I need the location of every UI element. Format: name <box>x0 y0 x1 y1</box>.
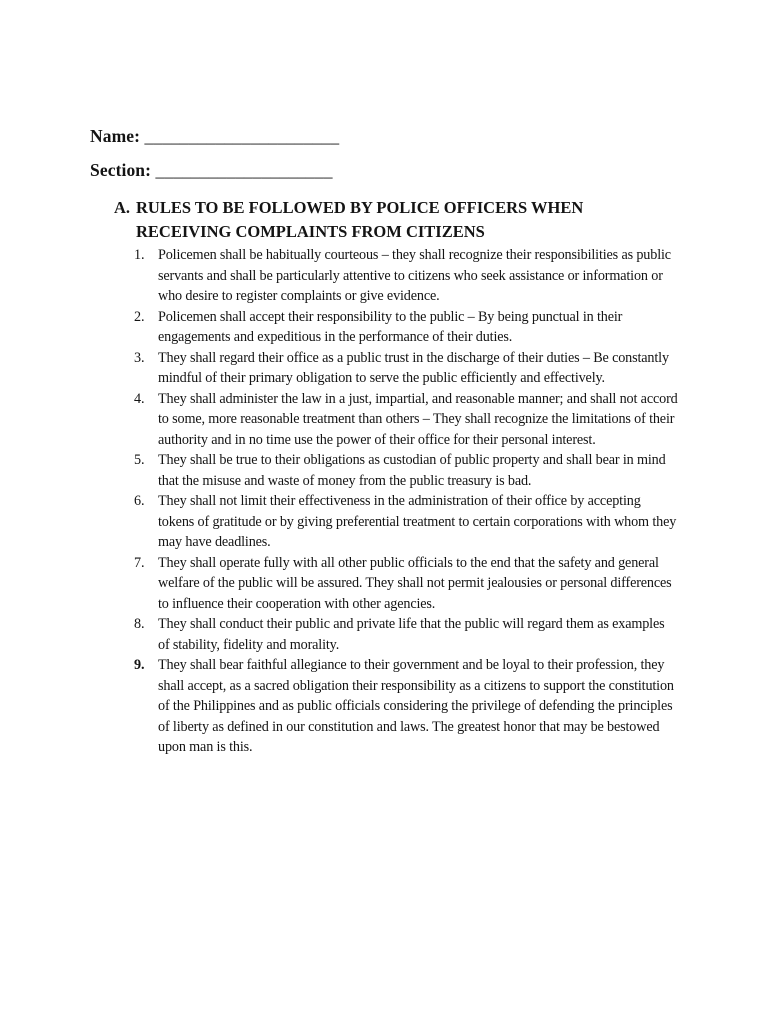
rule-number: 7. <box>134 554 145 571</box>
list-item <box>130 553 690 615</box>
rule-number: 3. <box>134 349 145 366</box>
name-blank-line: ______________________ <box>140 126 340 146</box>
section-blank-line: ____________________ <box>151 160 333 180</box>
list-item <box>130 491 690 553</box>
rule-text: They shall not limit their effectiveness in the administration of their office by accepting tokens of gratitude or by giving preferential treatment to certain corporations with whom they may have deadlines. <box>158 493 677 550</box>
list-item <box>130 655 690 758</box>
rules-list <box>130 245 690 758</box>
rule-text: They shall operate fully with all other public officials to the end that the safety and general welfare of the public will be assured. They shall not permit jealousies or personal differences to influence their cooperation with other agencies. <box>158 554 672 612</box>
rule-text: Policemen shall be habitually courteous – they shall recognize their responsibilities as public servants and shall be particularly attentive to citizens who seek assistance or information or who desire to register complaints or give evidence. <box>158 247 671 304</box>
name-field <box>90 126 339 147</box>
section-label: Section: <box>90 160 152 180</box>
rule-number: 1. <box>134 247 145 263</box>
rule-text: They shall regard their office as a public trust in the discharge of their duties – Be constantly mindful of their primary obligation to serve the public efficiently and effectively. <box>158 349 669 386</box>
list-item <box>130 614 690 655</box>
section-a-title: RULES TO BE FOLLOWED BY POLICE OFFICERS WHEN RECEIVING COMPLAINTS FROM CITIZENS <box>136 198 584 241</box>
rule-number: 4. <box>134 390 145 407</box>
list-item <box>130 245 690 307</box>
rule-text: They shall bear faithful allegiance to their government and be loyal to their profession, they shall accept, as a sacred obligation their responsibility as a citizens to support the constitution of the Philippines and as public officials considering the privilege of defending the principles of liberty as defined in our constitution and laws. The greatest honor that may be bestowed upon man is this. <box>158 657 674 755</box>
rule-text: They shall conduct their public and private life that the public will regard them as examples of stability, fidelity and morality. <box>158 616 665 653</box>
rule-text: They shall be true to their obligations as custodian of public property and shall bear in mind that the misuse and waste of money from the public treasury is bad. <box>158 452 666 489</box>
rule-number: 2. <box>134 308 145 325</box>
rule-number: 8. <box>134 616 145 632</box>
rule-text: Policemen shall accept their responsibility to the public – By being punctual in their engagements and expeditious in the performance of their duties. <box>158 308 623 345</box>
rule-number: 9. <box>134 657 145 673</box>
name-label: Name: <box>90 126 141 146</box>
list-item <box>130 389 690 451</box>
rule-text: They shall administer the law in a just, impartial, and reasonable manner; and shall not accord to some, more reasonable treatment than others – They shall recognize the limitations of their authority and in no time use the power of their office for their personal interest. <box>158 390 678 448</box>
list-item <box>130 307 690 348</box>
rule-number: 5. <box>134 452 145 468</box>
list-item <box>130 450 690 491</box>
section-field <box>90 160 333 181</box>
list-item <box>130 348 690 389</box>
rule-number: 6. <box>134 493 145 509</box>
section-a-letter: A. <box>114 198 131 217</box>
